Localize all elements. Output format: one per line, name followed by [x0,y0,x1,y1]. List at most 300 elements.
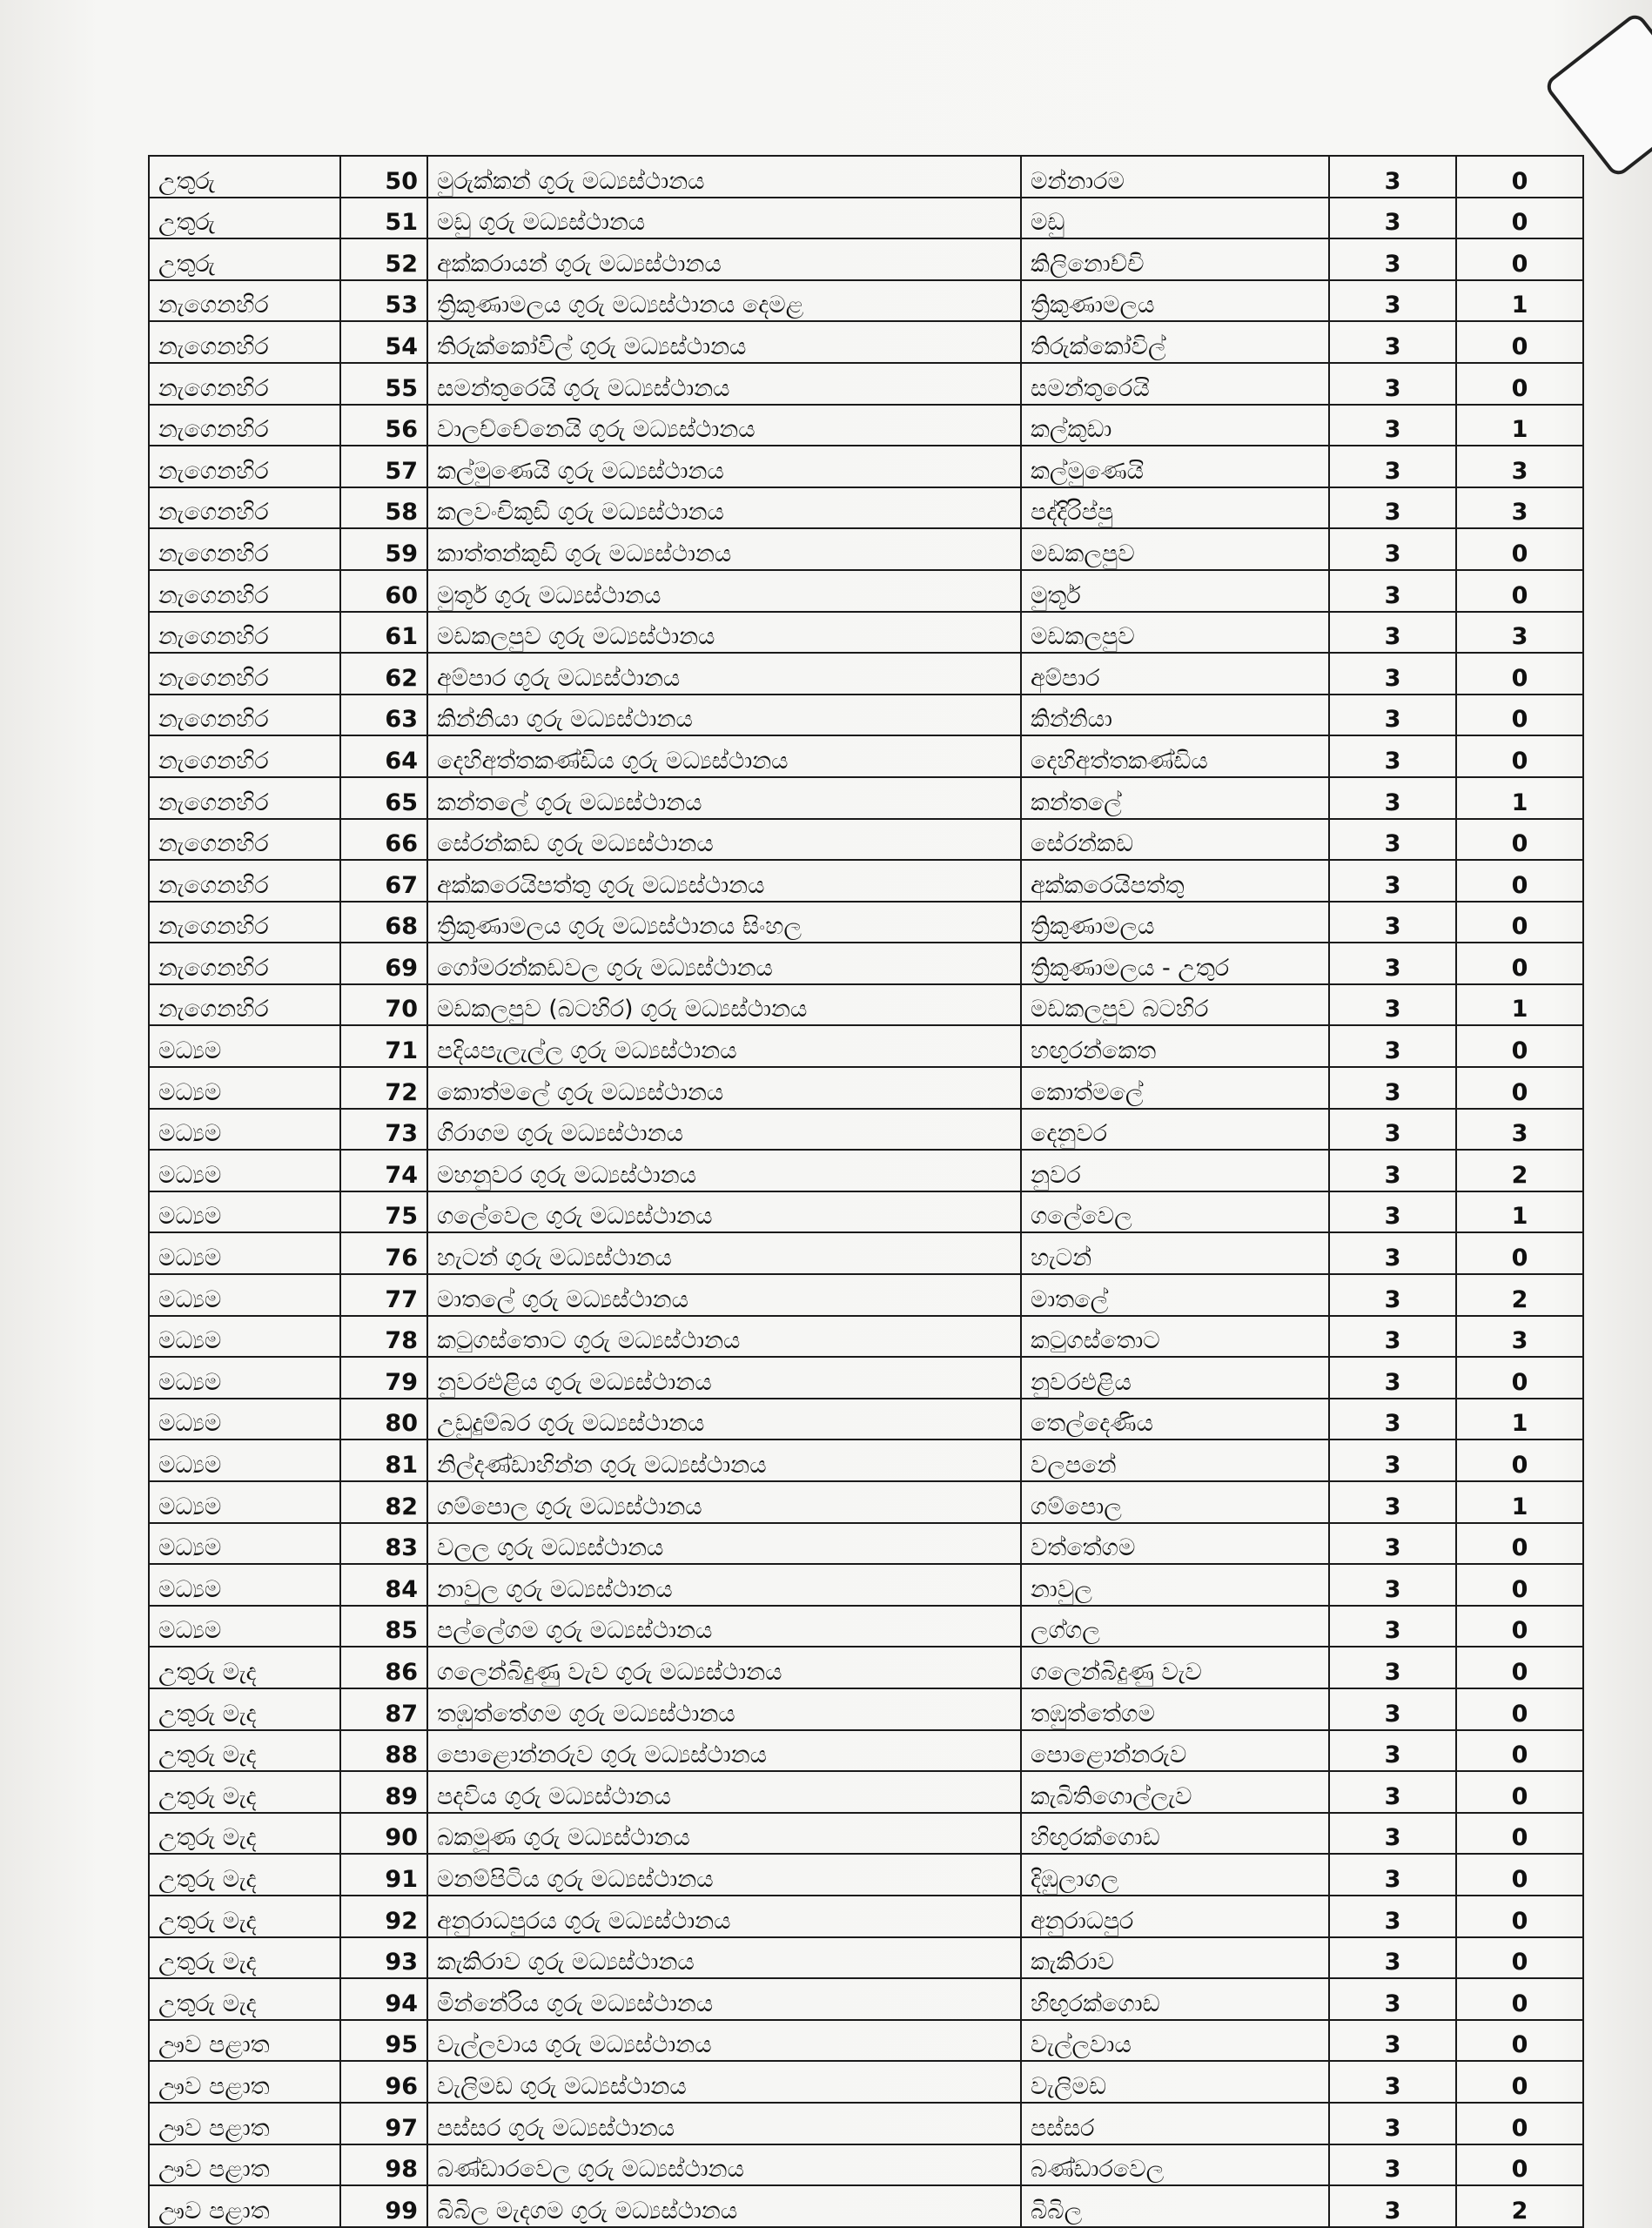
centre-name-cell: වැලිමඩ ගුරු මධ්‍යස්ථානය [427,2061,1021,2103]
row-number-cell: 79 [340,1357,427,1399]
town-cell: සේරන්කඩ [1021,819,1329,861]
province-cell: උතුරු [149,156,340,198]
centre-name-cell: වැල්ලවාය ගුරු මධ්‍යස්ථානය [427,2020,1021,2062]
centre-name-cell: කාත්තන්කුඩි ගුරු මධ්‍යස්ථානය [427,528,1021,570]
count-b-cell: 0 [1456,943,1583,984]
table-row [149,984,1583,1026]
count-a-cell: 3 [1329,321,1456,363]
centre-name-cell: අනුරාධපුරය ගුරු මධ්‍යස්ථානය [427,1896,1021,1937]
count-b-cell: 0 [1456,860,1583,902]
centre-name-cell: කල්මුණෙයි ගුරු මධ්‍යස්ථානය [427,446,1021,487]
town-cell: අක්කරෙයිපත්තු [1021,860,1329,902]
town-cell: පොළොන්නරුව [1021,1730,1329,1772]
count-a-cell: 3 [1329,1730,1456,1772]
table-body [149,156,1583,2227]
centre-name-cell: බකමූණ ගුරු මධ්‍යස්ථානය [427,1813,1021,1855]
centre-name-cell: කින්නියා ගුරු මධ්‍යස්ථානය [427,695,1021,736]
centre-name-cell: දෙහිඅත්තකණ්ඩිය ගුරු මධ්‍යස්ථානය [427,735,1021,777]
count-a-cell: 3 [1329,1523,1456,1565]
town-cell: කින්නියා [1021,695,1329,736]
row-number-cell: 55 [340,363,427,405]
centre-name-cell: මනම්පිටිය ගුරු මධ්‍යස්ථානය [427,1854,1021,1896]
centre-name-cell: උඩුදුම්බර ගුරු මධ්‍යස්ථානය [427,1399,1021,1440]
table-row [149,1896,1583,1937]
province-cell: නැගෙනහිර [149,280,340,322]
count-b-cell: 0 [1456,570,1583,612]
count-a-cell: 3 [1329,1854,1456,1896]
count-a-cell: 3 [1329,902,1456,943]
count-b-cell: 0 [1456,1813,1583,1855]
count-a-cell: 3 [1329,819,1456,861]
count-b-cell: 1 [1456,280,1583,322]
table-row [149,1232,1583,1274]
town-cell: කැබිතිගොල්ලැව [1021,1771,1329,1813]
table-row [149,1274,1583,1316]
teacher-centre-table [148,155,1584,2228]
table-row [149,1606,1583,1648]
row-number-cell: 84 [340,1564,427,1606]
town-cell: හිඟුරක්ගොඩ [1021,1813,1329,1855]
table-row [149,902,1583,943]
row-number-cell: 60 [340,570,427,612]
count-b-cell: 0 [1456,1232,1583,1274]
row-number-cell: 83 [340,1523,427,1565]
table-row [149,1067,1583,1109]
count-a-cell: 3 [1329,860,1456,902]
centre-name-cell: මඩු ගුරු මධ්‍යස්ථානය [427,198,1021,239]
row-number-cell: 50 [340,156,427,198]
province-cell: උතුරු [149,238,340,280]
centre-name-cell: කැකිරාව ගුරු මධ්‍යස්ථානය [427,1937,1021,1979]
table-row [149,612,1583,654]
province-cell: නැගෙනහිර [149,735,340,777]
count-a-cell: 3 [1329,2144,1456,2186]
count-b-cell: 3 [1456,612,1583,654]
table-row [149,156,1583,198]
count-a-cell: 3 [1329,943,1456,984]
province-cell: ඌව පළාත [149,2020,340,2062]
town-cell: සමන්තුරෙයි [1021,363,1329,405]
town-cell: කල්කුඩා [1021,405,1329,446]
province-cell: නැගෙනහිර [149,321,340,363]
row-number-cell: 91 [340,1854,427,1896]
town-cell: තෙල්දෙණිය [1021,1399,1329,1440]
centre-name-cell: කොත්මලේ ගුරු මධ්‍යස්ථානය [427,1067,1021,1109]
centre-name-cell: බණ්ඩාරවෙල ගුරු මධ්‍යස්ථානය [427,2144,1021,2186]
centre-name-cell: පදවිය ගුරු මධ්‍යස්ථානය [427,1771,1021,1813]
count-a-cell: 3 [1329,1481,1456,1523]
town-cell: හඟුරන්කෙත [1021,1025,1329,1067]
province-cell: නැගෙනහිර [149,695,340,736]
table-row [149,1813,1583,1855]
table-row [149,198,1583,239]
row-number-cell: 81 [340,1439,427,1481]
count-b-cell: 0 [1456,1854,1583,1896]
table-row [149,1316,1583,1358]
count-b-cell: 0 [1456,198,1583,239]
count-b-cell: 0 [1456,156,1583,198]
centre-name-cell: වලල ගුරු මධ්‍යස්ථානය [427,1523,1021,1565]
count-a-cell: 3 [1329,198,1456,239]
row-number-cell: 52 [340,238,427,280]
table-row [149,405,1583,446]
town-cell: වත්තේගම [1021,1523,1329,1565]
province-cell: මධ්‍යම [149,1606,340,1648]
count-a-cell: 3 [1329,1316,1456,1358]
province-cell: මධ්‍යම [149,1150,340,1191]
town-cell: වලපනේ [1021,1439,1329,1481]
count-b-cell: 0 [1456,1025,1583,1067]
row-number-cell: 67 [340,860,427,902]
row-number-cell: 94 [340,1978,427,2020]
count-a-cell: 3 [1329,735,1456,777]
province-cell: උතුරු මැද [149,1730,340,1772]
town-cell: හැටන් [1021,1232,1329,1274]
count-b-cell: 3 [1456,1109,1583,1151]
table-row [149,1481,1583,1523]
table-row [149,2020,1583,2062]
table-row [149,1025,1583,1067]
count-b-cell: 0 [1456,1439,1583,1481]
province-cell: නැගෙනහිර [149,653,340,695]
count-b-cell: 2 [1456,1150,1583,1191]
count-b-cell: 0 [1456,321,1583,363]
count-a-cell: 3 [1329,1357,1456,1399]
town-cell: මාතලේ [1021,1274,1329,1316]
centre-name-cell: ගම්පොල ගුරු මධ්‍යස්ථානය [427,1481,1021,1523]
province-cell: මධ්‍යම [149,1564,340,1606]
count-b-cell: 0 [1456,2061,1583,2103]
count-a-cell: 3 [1329,1439,1456,1481]
count-a-cell: 3 [1329,1067,1456,1109]
row-number-cell: 51 [340,198,427,239]
count-b-cell: 0 [1456,1937,1583,1979]
centre-name-cell: කන්තලේ ගුරු මධ්‍යස්ථානය [427,777,1021,819]
province-cell: නැගෙනහිර [149,446,340,487]
count-a-cell: 3 [1329,2020,1456,2062]
count-b-cell: 0 [1456,2103,1583,2144]
row-number-cell: 77 [340,1274,427,1316]
town-cell: වැල්ලවාය [1021,2020,1329,2062]
centre-name-cell: අක්කරායන් ගුරු මධ්‍යස්ථානය [427,238,1021,280]
row-number-cell: 62 [340,653,427,695]
province-cell: උතුරු මැද [149,1688,340,1730]
province-cell: උතුරු [149,198,340,239]
centre-name-cell: තඹුත්තේගම ගුරු මධ්‍යස්ථානය [427,1688,1021,1730]
province-cell: නැගෙනහිර [149,860,340,902]
count-b-cell: 1 [1456,1399,1583,1440]
row-number-cell: 99 [340,2185,427,2227]
town-cell: නුවරඑළිය [1021,1357,1329,1399]
row-number-cell: 63 [340,695,427,736]
count-b-cell: 0 [1456,2144,1583,2186]
town-cell: තඹුත්තේගම [1021,1688,1329,1730]
count-a-cell: 3 [1329,777,1456,819]
centre-name-cell: මඩකලපුව (බටහිර) ගුරු මධ්‍යස්ථානය [427,984,1021,1026]
count-a-cell: 3 [1329,1771,1456,1813]
count-b-cell: 0 [1456,1896,1583,1937]
town-cell: දෙහිඅත්තකණ්ඩිය [1021,735,1329,777]
centre-name-cell: ගිරාගම ගුරු මධ්‍යස්ථානය [427,1109,1021,1151]
row-number-cell: 87 [340,1688,427,1730]
row-number-cell: 74 [340,1150,427,1191]
centre-name-cell: අක්කරෙයිපත්තු ගුරු මධ්‍යස්ථානය [427,860,1021,902]
province-cell: මධ්‍යම [149,1025,340,1067]
row-number-cell: 97 [340,2103,427,2144]
row-number-cell: 88 [340,1730,427,1772]
town-cell: දිඹුලාගල [1021,1854,1329,1896]
count-b-cell: 0 [1456,695,1583,736]
centre-name-cell: මුරුක්කන් ගුරු මධ්‍යස්ථානය [427,156,1021,198]
town-cell: තිරුක්කෝවිල් [1021,321,1329,363]
town-cell: කොත්මලේ [1021,1067,1329,1109]
row-number-cell: 82 [340,1481,427,1523]
table-row [149,1439,1583,1481]
centre-name-cell: ගලෙන්බිදුණු වැව ගුරු මධ්‍යස්ථානය [427,1647,1021,1688]
province-cell: මධ්‍යම [149,1232,340,1274]
town-cell: අම්පාර [1021,653,1329,695]
row-number-cell: 98 [340,2144,427,2186]
count-a-cell: 3 [1329,1025,1456,1067]
table-row [149,1523,1583,1565]
row-number-cell: 78 [340,1316,427,1358]
count-a-cell: 3 [1329,487,1456,529]
count-a-cell: 3 [1329,1274,1456,1316]
province-cell: ඌව පළාත [149,2061,340,2103]
count-b-cell: 0 [1456,653,1583,695]
province-cell: උතුරු මැද [149,1896,340,1937]
count-a-cell: 3 [1329,984,1456,1026]
province-cell: නැගෙනහිර [149,570,340,612]
row-number-cell: 96 [340,2061,427,2103]
count-b-cell: 0 [1456,1564,1583,1606]
table-row [149,943,1583,984]
row-number-cell: 68 [340,902,427,943]
table-row [149,2144,1583,2186]
row-number-cell: 53 [340,280,427,322]
count-a-cell: 3 [1329,2103,1456,2144]
count-a-cell: 3 [1329,2185,1456,2227]
centre-name-cell: මඩකලපුව ගුරු මධ්‍යස්ථානය [427,612,1021,654]
centre-name-cell: කලවංචිකුඩි ගුරු මධ්‍යස්ථානය [427,487,1021,529]
count-a-cell: 3 [1329,612,1456,654]
centre-name-cell: තිරුක්කෝවිල් ගුරු මධ්‍යස්ථානය [427,321,1021,363]
centre-name-cell: සේරන්කඩ ගුරු මධ්‍යස්ථානය [427,819,1021,861]
table-row [149,1399,1583,1440]
count-a-cell: 3 [1329,1896,1456,1937]
count-a-cell: 3 [1329,1937,1456,1979]
table-row [149,1109,1583,1151]
row-number-cell: 56 [340,405,427,446]
table-row [149,2185,1583,2227]
count-b-cell: 0 [1456,819,1583,861]
town-cell: හිඟුරක්ගොඩ [1021,1978,1329,2020]
province-cell: උතුරු මැද [149,1813,340,1855]
count-b-cell: 1 [1456,1191,1583,1233]
town-cell: මඩු [1021,198,1329,239]
count-a-cell: 3 [1329,156,1456,198]
count-b-cell: 2 [1456,2185,1583,2227]
province-cell: මධ්‍යම [149,1316,340,1358]
row-number-cell: 64 [340,735,427,777]
count-b-cell: 1 [1456,405,1583,446]
table-row [149,321,1583,363]
town-cell: නාවුල [1021,1564,1329,1606]
province-cell: නැගෙනහිර [149,612,340,654]
centre-name-cell: මාතලේ ගුරු මධ්‍යස්ථානය [427,1274,1021,1316]
row-number-cell: 72 [340,1067,427,1109]
count-b-cell: 0 [1456,363,1583,405]
centre-name-cell: මින්නේරිය ගුරු මධ්‍යස්ථානය [427,1978,1021,2020]
count-b-cell: 0 [1456,1606,1583,1648]
table-row [149,1564,1583,1606]
province-cell: මධ්‍යම [149,1067,340,1109]
count-b-cell: 0 [1456,238,1583,280]
town-cell: කැකිරාව [1021,1937,1329,1979]
province-cell: මධ්‍යම [149,1439,340,1481]
count-b-cell: 3 [1456,446,1583,487]
centre-name-cell: නුවරඑළිය ගුරු මධ්‍යස්ථානය [427,1357,1021,1399]
row-number-cell: 73 [340,1109,427,1151]
row-number-cell: 95 [340,2020,427,2062]
province-cell: මධ්‍යම [149,1109,340,1151]
town-cell: කටුගස්තොට [1021,1316,1329,1358]
count-a-cell: 3 [1329,238,1456,280]
town-cell: ගලෙන්බිදුණු වැව [1021,1647,1329,1688]
centre-name-cell: සමන්තුරෙයි ගුරු මධ්‍යස්ථානය [427,363,1021,405]
province-cell: නැගෙනහිර [149,902,340,943]
province-cell: මධ්‍යම [149,1357,340,1399]
centre-name-cell: ත්‍රිකුණාමලය ගුරු මධ්‍යස්ථානය සිංහල [427,902,1021,943]
centre-name-cell: පල්ලේගම ගුරු මධ්‍යස්ථානය [427,1606,1021,1648]
province-cell: නැගෙනහිර [149,943,340,984]
table-row [149,1978,1583,2020]
table-row [149,1150,1583,1191]
count-b-cell: 0 [1456,2020,1583,2062]
town-cell: නුවර [1021,1150,1329,1191]
table-row [149,1771,1583,1813]
town-cell: ත්‍රිකුණාමලය [1021,280,1329,322]
centre-name-cell: ත්‍රිකුණාමලය ගුරු මධ්‍යස්ථානය දෙමළ [427,280,1021,322]
count-a-cell: 3 [1329,528,1456,570]
town-cell: මඩකලපුව බටහිර [1021,984,1329,1026]
row-number-cell: 80 [340,1399,427,1440]
centre-name-cell: හැටන් ගුරු මධ්‍යස්ථානය [427,1232,1021,1274]
table-row [149,1854,1583,1896]
province-cell: නැගෙනහිර [149,528,340,570]
row-number-cell: 85 [340,1606,427,1648]
province-cell: මධ්‍යම [149,1523,340,1565]
province-cell: උතුරු මැද [149,1647,340,1688]
town-cell: මුතූර් [1021,570,1329,612]
count-b-cell: 0 [1456,735,1583,777]
centre-name-cell: පස්සර ගුරු මධ්‍යස්ථානය [427,2103,1021,2144]
count-b-cell: 2 [1456,1274,1583,1316]
count-b-cell: 0 [1456,1978,1583,2020]
centre-name-cell: බිබිල මැදගම ගුරු මධ්‍යස්ථානය [427,2185,1021,2227]
centre-name-cell: පොළොන්නරුව ගුරු මධ්‍යස්ථානය [427,1730,1021,1772]
centre-name-cell: අම්පාර ගුරු මධ්‍යස්ථානය [427,653,1021,695]
centre-name-cell: මහනුවර ගුරු මධ්‍යස්ථානය [427,1150,1021,1191]
count-b-cell: 0 [1456,1523,1583,1565]
table-row [149,528,1583,570]
province-cell: නැගෙනහිර [149,984,340,1026]
count-b-cell: 0 [1456,902,1583,943]
table-row [149,819,1583,861]
row-number-cell: 66 [340,819,427,861]
table-row [149,735,1583,777]
centre-name-cell: නිල්දණ්ඩාහින්න ගුරු මධ්‍යස්ථානය [427,1439,1021,1481]
province-cell: නැගෙනහිර [149,363,340,405]
row-number-cell: 59 [340,528,427,570]
province-cell: නැගෙනහිර [149,777,340,819]
count-a-cell: 3 [1329,1813,1456,1855]
table-row [149,777,1583,819]
centre-name-cell: මුතූර් ගුරු මධ්‍යස්ථානය [427,570,1021,612]
count-b-cell: 1 [1456,984,1583,1026]
province-cell: නැගෙනහිර [149,819,340,861]
town-cell: කල්මුණෙයි [1021,446,1329,487]
province-cell: මධ්‍යම [149,1481,340,1523]
province-cell: උතුරු මැද [149,1978,340,2020]
centre-name-cell: පදියපැලැල්ල ගුරු මධ්‍යස්ථානය [427,1025,1021,1067]
count-b-cell: 0 [1456,528,1583,570]
count-a-cell: 3 [1329,1232,1456,1274]
row-number-cell: 69 [340,943,427,984]
centre-name-cell: කටුගස්තොට ගුරු මධ්‍යස්ථානය [427,1316,1021,1358]
table-row [149,446,1583,487]
count-a-cell: 3 [1329,1688,1456,1730]
centre-name-cell: නාවුල ගුරු මධ්‍යස්ථානය [427,1564,1021,1606]
row-number-cell: 76 [340,1232,427,1274]
table-row [149,653,1583,695]
count-a-cell: 3 [1329,1191,1456,1233]
province-cell: මධ්‍යම [149,1399,340,1440]
town-cell: දෙනුවර [1021,1109,1329,1151]
town-cell: අනුරාධපුර [1021,1896,1329,1937]
count-a-cell: 3 [1329,570,1456,612]
row-number-cell: 71 [340,1025,427,1067]
table-row [149,238,1583,280]
town-cell: ගලේවෙල [1021,1191,1329,1233]
count-b-cell: 3 [1456,487,1583,529]
count-a-cell: 3 [1329,1606,1456,1648]
table-row [149,2103,1583,2144]
row-number-cell: 86 [340,1647,427,1688]
town-cell: කන්තලේ [1021,777,1329,819]
town-cell: ත්‍රිකුණාමලය [1021,902,1329,943]
row-number-cell: 70 [340,984,427,1026]
town-cell: බණ්ඩාරවෙල [1021,2144,1329,2186]
row-number-cell: 54 [340,321,427,363]
centre-name-cell: වාලච්චේනෙයි ගුරු මධ්‍යස්ථානය [427,405,1021,446]
province-cell: උතුරු මැද [149,1937,340,1979]
count-b-cell: 0 [1456,1688,1583,1730]
row-number-cell: 58 [340,487,427,529]
count-a-cell: 3 [1329,1399,1456,1440]
town-cell: මන්නාරම [1021,156,1329,198]
town-cell: කිලිනොච්චි [1021,238,1329,280]
town-cell: මඩකලපුව [1021,612,1329,654]
table-row [149,695,1583,736]
count-b-cell: 1 [1456,777,1583,819]
count-a-cell: 3 [1329,1109,1456,1151]
town-cell: ගම්පොල [1021,1481,1329,1523]
count-a-cell: 3 [1329,653,1456,695]
row-number-cell: 57 [340,446,427,487]
table-row [149,487,1583,529]
count-b-cell: 3 [1456,1316,1583,1358]
